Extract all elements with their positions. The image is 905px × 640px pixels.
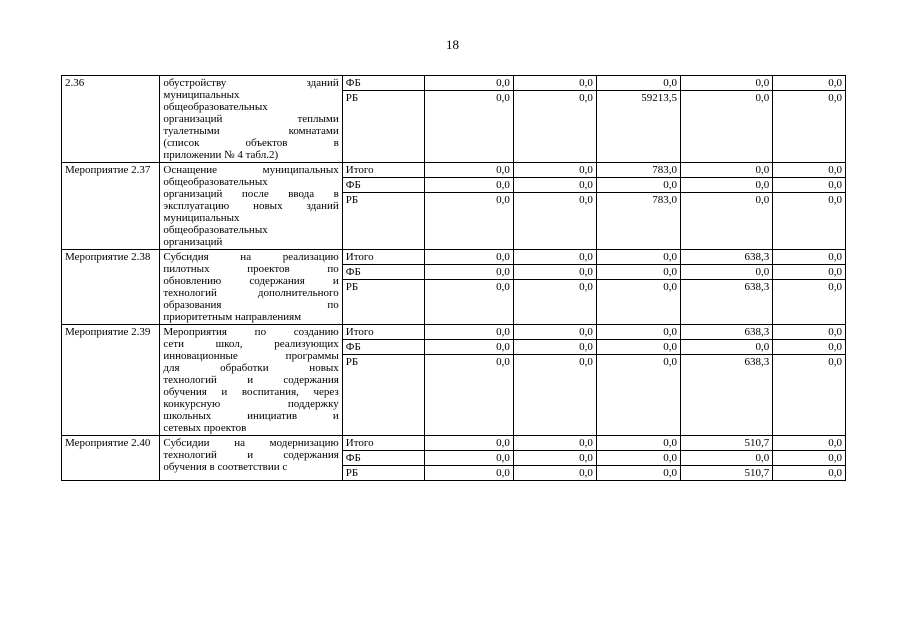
amount-cell: 0,0: [773, 466, 846, 481]
amount-cell: 0,0: [773, 355, 846, 436]
activity-description: [160, 163, 342, 250]
amount-cell: 0,0: [596, 325, 680, 340]
amount-cell: 638,3: [680, 280, 772, 325]
description-line: технологий дополнительного: [163, 287, 339, 299]
description-line: организаций теплыми: [163, 113, 339, 125]
amount-cell: 0,0: [424, 451, 513, 466]
page-number: 18: [446, 37, 459, 52]
table-row: [62, 76, 846, 91]
amount-cell: 0,0: [596, 265, 680, 280]
amount-cell: 0,0: [773, 436, 846, 451]
funding-source: ФБ: [342, 76, 424, 91]
amount-cell: 0,0: [773, 193, 846, 250]
funding-source: РБ: [342, 193, 424, 250]
amount-cell: 0,0: [773, 250, 846, 265]
amount-cell: 0,0: [424, 250, 513, 265]
activity-description: [160, 436, 342, 481]
description-line: для обработки новых: [163, 362, 339, 374]
amount-cell: 0,0: [513, 265, 596, 280]
table-row: [62, 436, 846, 451]
amount-cell: 0,0: [773, 91, 846, 163]
activity-code: Мероприятие 2.39: [62, 325, 160, 436]
funding-source: РБ: [342, 355, 424, 436]
amount-cell: 0,0: [424, 325, 513, 340]
amount-cell: 0,0: [680, 178, 772, 193]
amount-cell: 0,0: [773, 280, 846, 325]
amount-cell: 0,0: [513, 466, 596, 481]
funding-source: Итого: [342, 250, 424, 265]
amount-cell: 0,0: [424, 163, 513, 178]
description-line: обучения в соответствии с: [163, 461, 288, 473]
description-line: муниципальных: [163, 89, 240, 101]
amount-cell: 0,0: [680, 163, 772, 178]
amount-cell: 0,0: [773, 178, 846, 193]
description-line: обновлению содержания и: [163, 275, 339, 287]
funding-source: ФБ: [342, 178, 424, 193]
description-line: Субсидия на реализацию: [163, 251, 339, 263]
amount-cell: 0,0: [773, 340, 846, 355]
description-line: организаций после ввода в: [163, 188, 339, 200]
description-line: общеобразовательных: [163, 176, 268, 188]
budget-table: [61, 75, 846, 481]
description-line: инновационные программы: [163, 350, 339, 362]
amount-cell: 0,0: [513, 250, 596, 265]
amount-cell: 0,0: [680, 76, 772, 91]
amount-cell: 783,0: [596, 193, 680, 250]
amount-cell: 0,0: [596, 340, 680, 355]
description-line: обустройству зданий: [163, 77, 339, 89]
amount-cell: 510,7: [680, 466, 772, 481]
table-body: [62, 76, 846, 481]
description-line: пилотных проектов по: [163, 263, 339, 275]
amount-cell: 0,0: [424, 178, 513, 193]
amount-cell: 638,3: [680, 325, 772, 340]
amount-cell: 0,0: [773, 325, 846, 340]
amount-cell: 638,3: [680, 250, 772, 265]
description-line: Мероприятия по созданию: [163, 326, 339, 338]
amount-cell: 510,7: [680, 436, 772, 451]
amount-cell: 0,0: [596, 436, 680, 451]
table-row: [62, 250, 846, 265]
amount-cell: 0,0: [513, 280, 596, 325]
activity-code: Мероприятие 2.40: [62, 436, 160, 481]
amount-cell: 0,0: [513, 178, 596, 193]
amount-cell: 0,0: [773, 451, 846, 466]
amount-cell: 0,0: [424, 466, 513, 481]
activity-description: [160, 76, 342, 163]
funding-source: РБ: [342, 91, 424, 163]
amount-cell: 0,0: [596, 451, 680, 466]
description-line: обучения и воспитания, через: [163, 386, 339, 398]
funding-source: РБ: [342, 280, 424, 325]
funding-source: ФБ: [342, 451, 424, 466]
description-line: конкурсную поддержку: [163, 398, 339, 410]
amount-cell: 0,0: [773, 163, 846, 178]
amount-cell: 0,0: [424, 280, 513, 325]
funding-source: ФБ: [342, 265, 424, 280]
amount-cell: 638,3: [680, 355, 772, 436]
amount-cell: 0,0: [513, 340, 596, 355]
amount-cell: 0,0: [596, 178, 680, 193]
description-line: сети школ, реализующих: [163, 338, 339, 350]
amount-cell: 0,0: [596, 355, 680, 436]
amount-cell: 0,0: [596, 466, 680, 481]
description-line: технологий и содержания: [163, 374, 339, 386]
amount-cell: 0,0: [773, 76, 846, 91]
amount-cell: 0,0: [680, 451, 772, 466]
amount-cell: 783,0: [596, 163, 680, 178]
amount-cell: 59213,5: [596, 91, 680, 163]
amount-cell: 0,0: [424, 91, 513, 163]
activity-description: [160, 250, 342, 325]
amount-cell: 0,0: [513, 163, 596, 178]
amount-cell: 0,0: [513, 193, 596, 250]
description-line: общеобразовательных: [163, 224, 268, 236]
amount-cell: 0,0: [680, 265, 772, 280]
amount-cell: 0,0: [513, 91, 596, 163]
description-line: школьных инициатив и: [163, 410, 339, 422]
funding-source: Итого: [342, 325, 424, 340]
amount-cell: 0,0: [424, 265, 513, 280]
table-row: [62, 325, 846, 340]
description-line: Оснащение муниципальных: [163, 164, 339, 176]
description-line: сетевых проектов: [163, 422, 247, 434]
description-line: (список объектов в: [163, 137, 339, 149]
description-line: организаций: [163, 236, 223, 248]
amount-cell: 0,0: [424, 355, 513, 436]
funding-source: ФБ: [342, 340, 424, 355]
description-line: общеобразовательных: [163, 101, 268, 113]
amount-cell: 0,0: [513, 436, 596, 451]
amount-cell: 0,0: [596, 250, 680, 265]
description-line: приоритетным направлениям: [163, 311, 302, 323]
description-line: образования по: [163, 299, 339, 311]
activity-code: Мероприятие 2.38: [62, 250, 160, 325]
amount-cell: 0,0: [513, 355, 596, 436]
amount-cell: 0,0: [424, 193, 513, 250]
activity-code: 2.36: [62, 76, 160, 163]
amount-cell: 0,0: [513, 76, 596, 91]
amount-cell: 0,0: [513, 451, 596, 466]
amount-cell: 0,0: [424, 76, 513, 91]
amount-cell: 0,0: [596, 76, 680, 91]
amount-cell: 0,0: [424, 436, 513, 451]
amount-cell: 0,0: [773, 265, 846, 280]
description-line: туалетными комнатами: [163, 125, 339, 137]
activity-description: [160, 325, 342, 436]
amount-cell: 0,0: [680, 91, 772, 163]
amount-cell: 0,0: [596, 280, 680, 325]
funding-source: РБ: [342, 466, 424, 481]
amount-cell: 0,0: [424, 340, 513, 355]
description-line: приложении № 4 табл.2): [163, 149, 279, 161]
amount-cell: 0,0: [513, 325, 596, 340]
activity-code: Мероприятие 2.37: [62, 163, 160, 250]
amount-cell: 0,0: [680, 340, 772, 355]
amount-cell: 0,0: [680, 193, 772, 250]
description-line: муниципальных: [163, 212, 240, 224]
table-row: [62, 163, 846, 178]
description-line: технологий и содержания: [163, 449, 339, 461]
description-line: Субсидии на модернизацию: [163, 437, 339, 449]
description-line: эксплуатацию новых зданий: [163, 200, 339, 212]
funding-source: Итого: [342, 163, 424, 178]
funding-source: Итого: [342, 436, 424, 451]
